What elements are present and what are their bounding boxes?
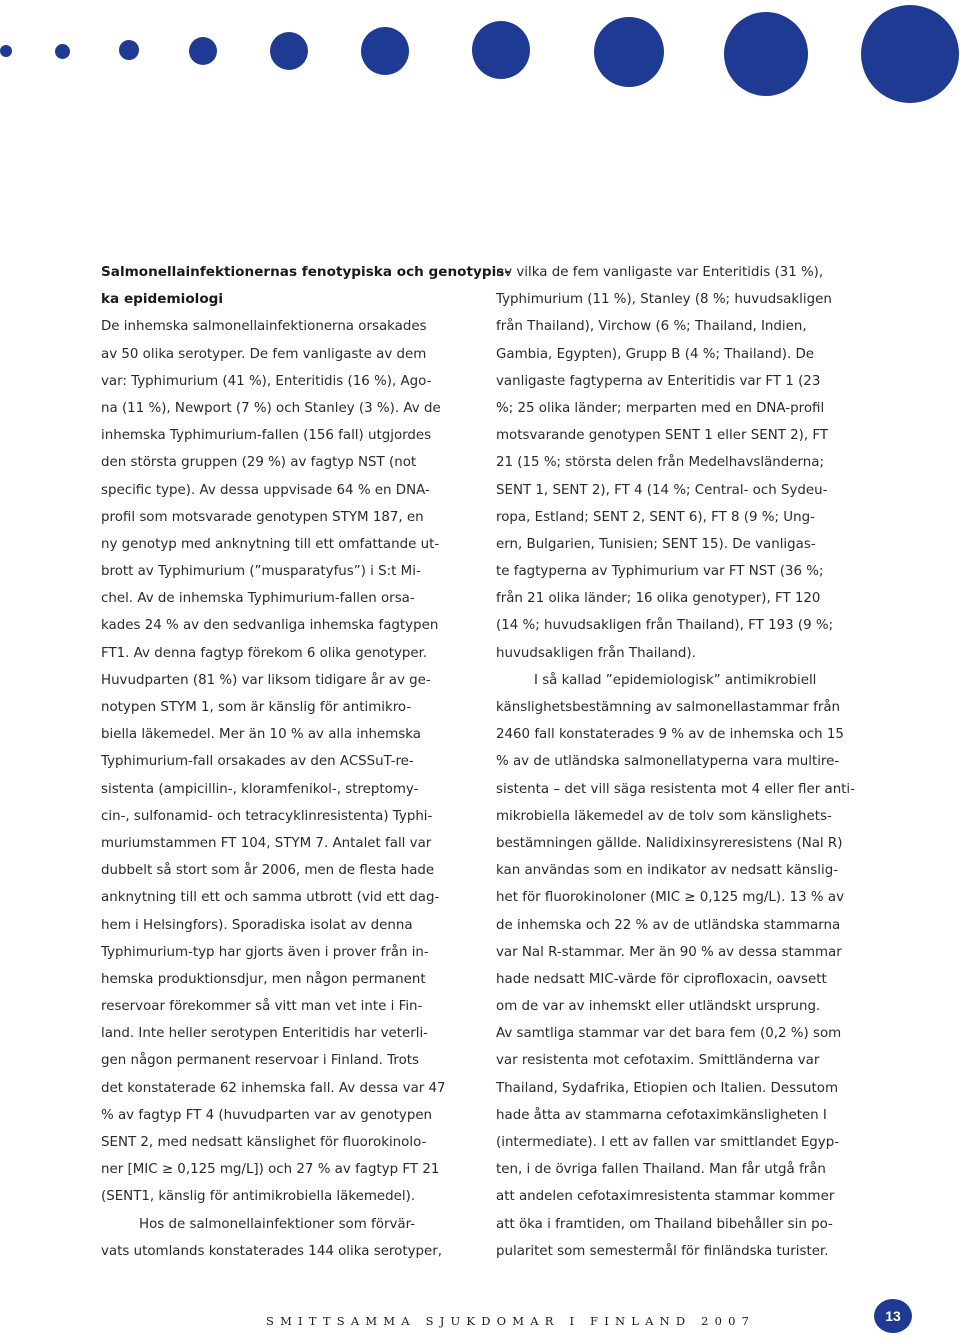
left-paragraph-2 [101, 1211, 463, 1265]
decorative-dot-1 [0, 45, 12, 57]
text-line: 21 (15 %; största delen från Medelhavsländerna; [496, 455, 824, 471]
text-line: att andelen cefotaximresistenta stammar kommer [496, 1189, 835, 1205]
text-line: hade nedsatt MIC-värde för ciprofloxacin, oavsett [496, 971, 827, 987]
text-line: (intermediate). I ett av fallen var smittlandet Egyp- [496, 1135, 840, 1150]
text-line: na (11 %), Newport (7 %) och Stanley (3 %). Av de [101, 400, 441, 416]
running-footer-title: SMITTSAMMA SJUKDOMAR I FINLAND 2007 [266, 1314, 756, 1328]
text-line: motsvarande genotypen SENT 1 eller SENT 2), FT [496, 428, 829, 444]
text-line: av vilka de fem vanligaste var Enteritidis (31 %), [496, 265, 824, 280]
text-line: sistenta (ampicillin-, kloramfenikol-, streptomy- [101, 781, 419, 797]
text-line: känslighetsbestämning av salmonellastammar från [496, 700, 841, 715]
text-line: % av de utländska salmonellatyperna vara multire- [496, 754, 840, 770]
text-line: gen någon permanent reservoar i Finland. Trots [101, 1053, 420, 1069]
text-line: biella läkemedel. Mer än 10 % av alla inhemska [101, 727, 422, 743]
decorative-dot-4 [189, 37, 217, 65]
text-line: Typhimurium-fall orsakades av den ACSSuT-re- [101, 754, 414, 770]
text-line: te fagtyperna av Typhimurium var FT NST (36 %; [496, 564, 824, 580]
text-line: de inhemska och 22 % av de utländska stammarna [496, 917, 841, 933]
text-line: (14 %; huvudsakligen från Thailand), FT 193 (9 %; [496, 618, 834, 634]
text-line: var Nal R-stammar. Mer än 90 % av dessa stammar [496, 944, 842, 960]
text-line: Typhimurium-typ har gjorts även i prover från in- [101, 944, 429, 960]
right-paragraph-1 [496, 259, 866, 667]
decorative-dot-9 [724, 12, 808, 96]
text-line: inhemska Typhimurium-fallen (156 fall) utgjordes [101, 428, 432, 444]
text-line: De inhemska salmonellainfektionerna orsakades [101, 319, 427, 335]
text-line: (SENT1, känslig för antimikrobiella läkemedel). [101, 1189, 416, 1205]
text-line: vanligaste fagtyperna av Enteritidis var FT 1 (23 [496, 373, 821, 389]
text-line: av 50 olika serotyper. De fem vanligaste av dem [101, 346, 427, 362]
text-line: huvudsakligen från Thailand). [496, 645, 696, 661]
text-line: ropa, Estland; SENT 2, SENT 6), FT 8 (9 %; Ung- [496, 509, 815, 525]
text-line: vats utomlands konstaterades 144 olika serotyper, [101, 1243, 443, 1259]
text-line: ern, Bulgarien, Tunisien; SENT 15). De vanligas- [496, 536, 816, 552]
text-line: chel. Av de inhemska Typhimurium-fallen orsa- [101, 591, 415, 607]
text-line: sistenta – det vill säga resistenta mot 4 eller fler anti- [496, 781, 855, 797]
text-line: hemska produktionsdjur, men någon permanent [101, 971, 426, 987]
text-line: den största gruppen (29 %) av fagtyp NST (not [101, 455, 417, 471]
text-line: anknytning till ett och samma utbrott (vid ett dag- [101, 890, 440, 906]
text-line: cin-, sulfonamid- och tetracyklinresistenta) Typhi- [101, 808, 433, 824]
text-line: var: Typhimurium (41 %), Enteritidis (16 %), Ago- [101, 373, 432, 389]
text-line: bestämningen gällde. Nalidixinsyreresistens (Nal R) [496, 835, 843, 851]
text-line: notypen STYM 1, som är känslig för antimikro- [101, 700, 412, 715]
text-line: 2460 fall konstaterades 9 % av de inhemska och 15 [496, 727, 844, 743]
text-line: land. Inte heller serotypen Enteritidis har veterli- [101, 1026, 429, 1042]
section-heading-line-1: Salmonellainfektionernas fenotypiska och genotypis- [101, 264, 510, 280]
text-line: SENT 2, med nedsatt känslighet för fluorokinolo- [101, 1135, 427, 1150]
right-paragraph-2 [496, 667, 866, 1265]
text-line: kan användas som en indikator av nedsatt känslig- [496, 863, 839, 879]
text-line: ner [MIC ≥ 0,125 mg/L]) och 27 % av fagtyp FT 21 [101, 1162, 440, 1178]
text-line: FT1. Av denna fagtyp förekom 6 olika genotyper. [101, 645, 428, 661]
text-line: Huvudparten (81 %) var liksom tidigare år av ge- [101, 672, 431, 688]
text-line: muriumstammen FT 104, STYM 7. Antalet fall var [101, 835, 432, 851]
text-line: specific type). Av dessa uppvisade 64 % en DNA- [101, 482, 430, 498]
decorative-dot-2 [55, 44, 70, 59]
section-heading-line-2: ka epidemiologi [101, 291, 224, 308]
left-column [101, 259, 510, 1265]
decorative-dot-10 [861, 5, 959, 103]
text-line: ten, i de övriga fallen Thailand. Man får utgå från [496, 1162, 826, 1178]
text-line: från Thailand), Virchow (6 %; Thailand, Indien, [496, 319, 807, 335]
text-line: Hos de salmonellainfektioner som förvär- [139, 1216, 416, 1232]
text-line: Av samtliga stammar var det bara fem (0,2 %) som [496, 1026, 842, 1042]
text-line: dubbelt så stort som år 2006, men de flesta hade [101, 863, 435, 879]
text-line: profil som motsvarade genotypen STYM 187, en [101, 509, 424, 525]
text-line: hade åtta av stammarna cefotaximkänsligheten I [496, 1107, 827, 1123]
text-line: % av fagtyp FT 4 (huvudparten var av genotypen [101, 1107, 433, 1123]
decorative-dot-7 [472, 21, 530, 79]
text-line: I så kallad ”epidemiologisk” antimikrobiell [534, 672, 817, 688]
decorative-dot-8 [594, 17, 664, 87]
page-number-badge: 13 [874, 1299, 912, 1333]
text-line: Typhimurium (11 %), Stanley (8 %; huvudsakligen [496, 292, 832, 308]
text-line: het för fluorokinoloner (MIC ≥ 0,125 mg/L). 13 % av [496, 890, 845, 906]
text-line: hem i Helsingfors). Sporadiska isolat av denna [101, 917, 413, 933]
text-line: reservoar förekommer så vitt man vet inte i Fin- [101, 999, 423, 1015]
left-paragraph-1 [101, 313, 463, 1210]
text-line: Thailand, Sydafrika, Etiopien och Italien. Dessutom [496, 1080, 839, 1096]
right-column [496, 259, 866, 1265]
text-line: Gambia, Egypten), Grupp B (4 %; Thailand). De [496, 346, 815, 362]
text-line: %; 25 olika länder; merparten med en DNA-profil [496, 400, 825, 416]
text-line: var resistenta mot cefotaxim. Smittländerna var [496, 1053, 820, 1069]
text-line: pularitet som semestermål för finländska turister. [496, 1243, 829, 1259]
text-line: kades 24 % av den sedvanliga inhemska fagtypen [101, 618, 439, 634]
text-line: det konstaterade 62 inhemska fall. Av dessa var 47 [101, 1080, 446, 1096]
text-line: om de var av inhemskt eller utländskt ursprung. [496, 999, 821, 1015]
text-line: från 21 olika länder; 16 olika genotyper), FT 120 [496, 591, 821, 607]
text-line: SENT 1, SENT 2), FT 4 (14 %; Central- och Sydeu- [496, 482, 828, 498]
text-line: att öka i framtiden, om Thailand bibehåller sin po- [496, 1216, 833, 1232]
decorative-dot-3 [119, 40, 139, 60]
decorative-dot-6 [361, 27, 409, 75]
text-line: brott av Typhimurium (”musparatyfus”) i S:t Mi- [101, 564, 421, 580]
text-line: ny genotyp med anknytning till ett omfattande ut- [101, 536, 440, 552]
decorative-dot-5 [270, 32, 308, 70]
text-line: mikrobiella läkemedel av de tolv som känslighets- [496, 808, 832, 824]
